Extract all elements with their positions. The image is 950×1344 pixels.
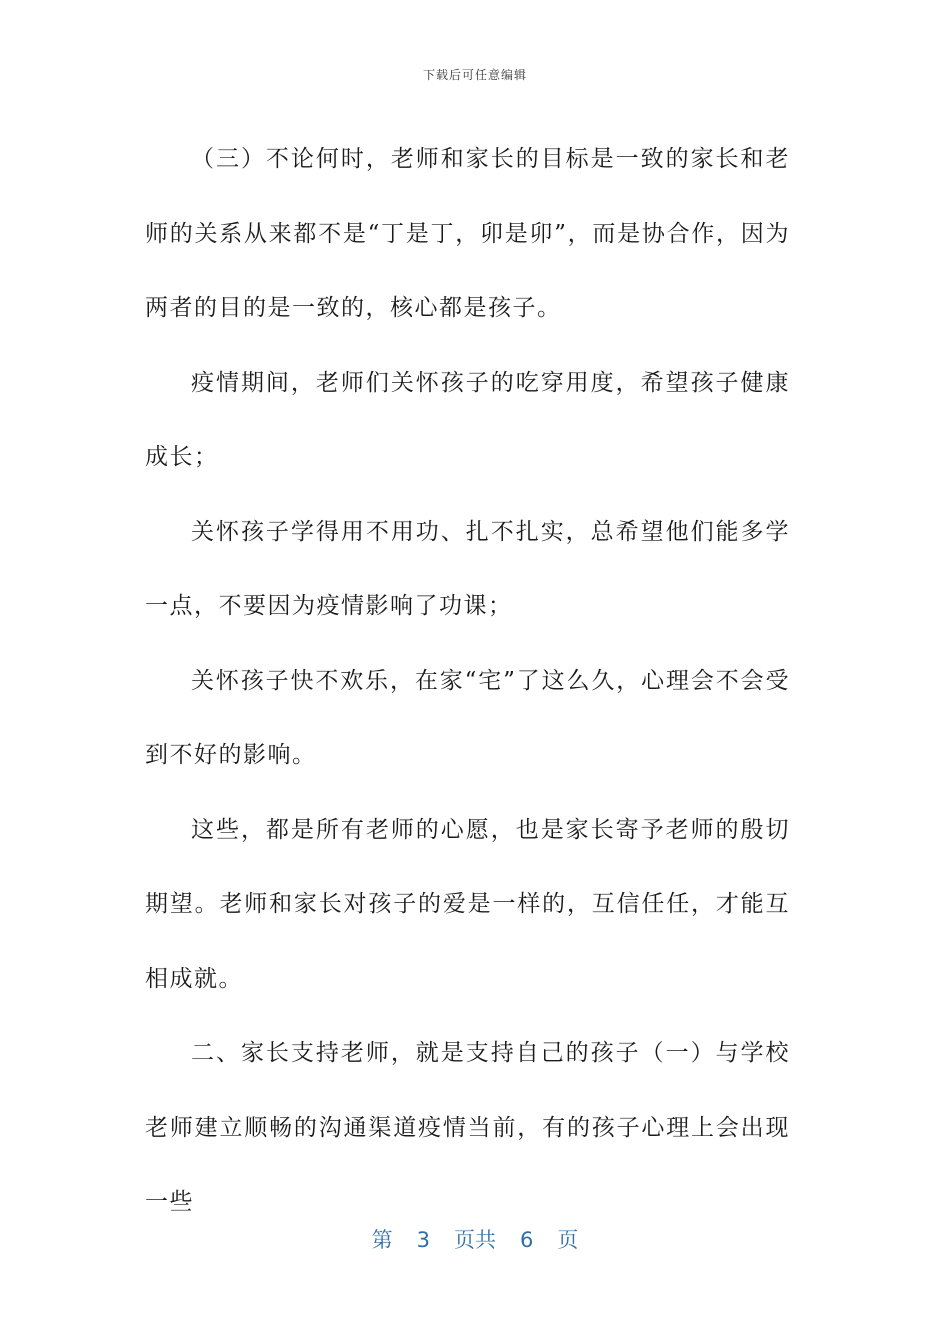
paragraph: 这些，都是所有老师的心愿，也是家长寄予老师的殷切期望。老师和家长对孩子的爱是一样的，互信任任，才能互相成就。 (145, 816, 790, 992)
paragraph: 关怀孩子快不欢乐，在家“宅”了这么久，心理会不会受到不好的影响。 (145, 667, 790, 768)
paragraph: 二、家长支持老师，就是支持自己的孩子（一）与学校老师建立顺畅的沟通渠道疫情当前，有的孩子心理上会出现一些 (145, 1040, 790, 1215)
paragraph: 关怀孩子学得用不用功、扎不扎实，总希望他们能多学一点，不要因为疫情影响了功课； (145, 518, 790, 619)
header-note: 下载后可任意编辑 (422, 68, 527, 82)
page-header (0, 66, 950, 83)
paragraph: 疫情期间，老师们关怀孩子的吃穿用度，希望孩子健康成长； (145, 369, 790, 470)
page-footer (0, 1224, 950, 1254)
total-pages-number: 6 (520, 1228, 534, 1252)
page-middle: 页共 (454, 1228, 496, 1252)
document-body (145, 122, 790, 1240)
page-prefix: 第 (371, 1228, 393, 1252)
page-suffix: 页 (557, 1228, 579, 1252)
current-page-number: 3 (416, 1228, 430, 1252)
paragraph: （三）不论何时，老师和家长的目标是一致的家长和老师的关系从来都不是“丁是丁，卯是卯”，而是协合作，因为两者的目的是一致的，核心都是孩子。 (145, 146, 790, 321)
